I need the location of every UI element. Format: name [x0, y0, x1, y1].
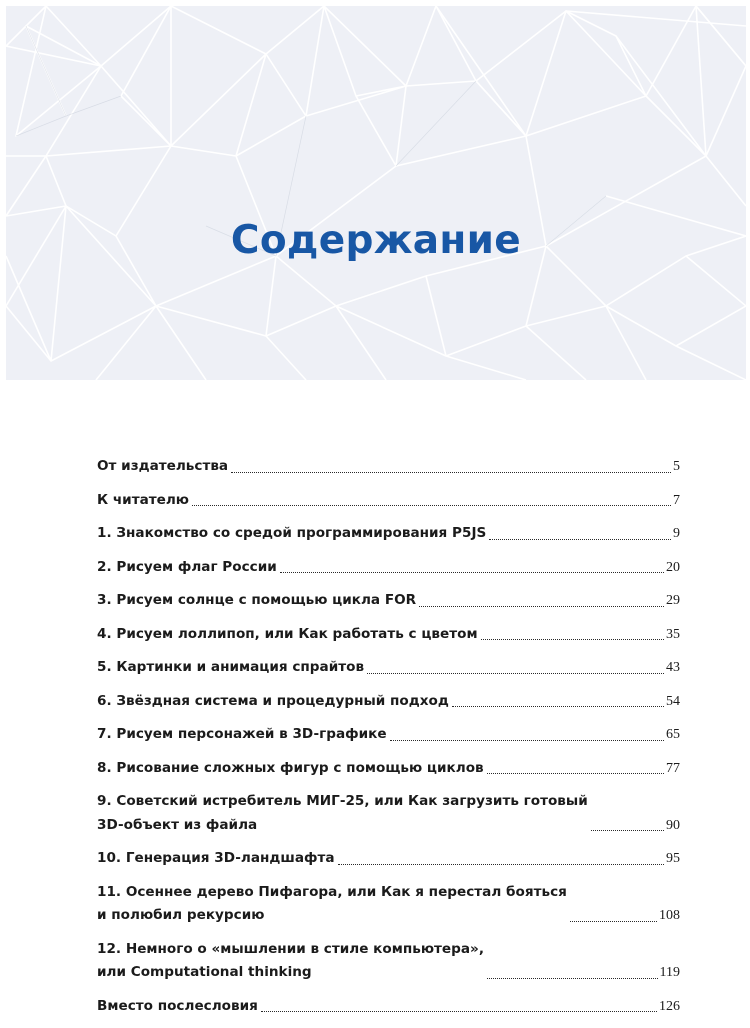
- toc-entry-title-line: 11. Осеннее дерево Пифагора, или Как я перестал бояться: [97, 883, 567, 900]
- toc-entry[interactable]: [97, 455, 680, 479]
- toc-entry-title-line: 12. Немного о «мышлении в стиле компьютера»,: [97, 940, 485, 957]
- toc-entry[interactable]: [97, 589, 680, 613]
- toc-entry-page-number: 108: [659, 908, 680, 923]
- page-title: Содержание: [230, 218, 522, 263]
- toc-entry-title-line: От издательства: [97, 458, 229, 474]
- toc-entry-title: [97, 881, 567, 928]
- toc-entry-page-number: 65: [666, 727, 680, 742]
- toc-entry-title: [97, 455, 228, 479]
- toc-entry[interactable]: [97, 723, 680, 747]
- toc-entry[interactable]: [97, 938, 680, 985]
- toc-entry-title: [97, 623, 478, 647]
- toc-entry-page-number: 119: [659, 965, 680, 980]
- toc-entry-title: [97, 938, 484, 985]
- toc-entry-title-line: 6. Звёздная система и процедурный подход: [97, 692, 449, 709]
- toc-entry-page-number: 35: [666, 626, 680, 642]
- toc-entry-page-number: 43: [666, 660, 680, 675]
- toc-entry-title: [97, 757, 484, 781]
- table-of-contents: [97, 455, 680, 1028]
- toc-entry-page-number: 77: [666, 760, 680, 776]
- toc-entry-title-line: 9. Советский истребитель МИГ-25, или Как загрузить готовый: [97, 793, 588, 809]
- toc-entry-title-line: Вместо послесловия: [97, 997, 258, 1014]
- toc-entry-title-line: или Computational thinking: [97, 964, 312, 980]
- dot-leader: [452, 706, 664, 707]
- toc-entry-title: [97, 995, 258, 1019]
- dot-leader: [481, 639, 664, 640]
- toc-entry-title: [97, 522, 486, 546]
- toc-entry[interactable]: [97, 556, 680, 580]
- toc-entry-title: [97, 723, 387, 747]
- toc-entry-page-number: 54: [666, 693, 680, 709]
- toc-entry-title-line: 1. Знакомство со средой программирования P5JS: [97, 525, 487, 541]
- dot-leader: [487, 978, 658, 979]
- toc-entry-page-number: 95: [666, 851, 680, 866]
- toc-entry-title-line: 8. Рисование сложных фигур с помощью циклов: [97, 759, 484, 776]
- toc-entry-title: [97, 656, 364, 680]
- triangle-mesh-decoration: [6, 6, 746, 380]
- toc-entry-title: [97, 790, 588, 837]
- toc-entry[interactable]: [97, 790, 680, 837]
- toc-entry-title-line: 3D-объект из файла: [97, 816, 258, 833]
- dot-leader: [280, 572, 664, 573]
- toc-entry[interactable]: [97, 690, 680, 714]
- toc-entry-page-number: 9: [673, 526, 680, 541]
- toc-entry[interactable]: [97, 489, 680, 513]
- dot-leader: [487, 773, 664, 774]
- toc-entry[interactable]: [97, 623, 680, 647]
- toc-entry-page-number: 7: [673, 492, 680, 508]
- dot-leader: [390, 740, 664, 741]
- toc-entry-title-line: и полюбил рекурсию: [97, 907, 265, 923]
- toc-entry[interactable]: [97, 522, 680, 546]
- toc-entry-page-number: 126: [659, 998, 680, 1014]
- toc-entry-title: [97, 589, 416, 613]
- toc-entry-title-line: 4. Рисуем лоллипоп, или Как работать с цветом: [97, 625, 478, 642]
- dot-leader: [338, 864, 664, 865]
- dot-leader: [367, 673, 664, 674]
- toc-entry-title: [97, 690, 449, 714]
- toc-entry-page-number: 29: [666, 593, 680, 608]
- dot-leader: [489, 539, 671, 540]
- toc-entry-title: [97, 847, 335, 871]
- toc-entry-title: [97, 489, 189, 513]
- dot-leader: [261, 1011, 657, 1012]
- toc-entry[interactable]: [97, 881, 680, 928]
- toc-entry-page-number: 20: [666, 559, 680, 575]
- toc-entry[interactable]: [97, 656, 680, 680]
- dot-leader: [419, 606, 664, 607]
- toc-entry-title-line: 3. Рисуем солнце с помощью цикла FOR: [97, 592, 417, 608]
- toc-entry-title: [97, 556, 277, 580]
- dot-leader: [570, 921, 657, 922]
- toc-entry-page-number: 5: [673, 459, 680, 474]
- toc-entry-page-number: 90: [666, 817, 680, 833]
- toc-entry-title-line: 2. Рисуем флаг России: [97, 558, 277, 575]
- toc-entry[interactable]: [97, 757, 680, 781]
- toc-entry[interactable]: [97, 847, 680, 871]
- toc-entry-title-line: 10. Генерация 3D-ландшафта: [97, 850, 335, 866]
- toc-entry-title-line: 5. Картинки и анимация спрайтов: [97, 659, 365, 675]
- toc-entry[interactable]: [97, 995, 680, 1019]
- header-banner: [6, 6, 746, 380]
- dot-leader: [192, 505, 671, 506]
- toc-entry-title-line: 7. Рисуем персонажей в 3D-графике: [97, 726, 387, 742]
- dot-leader: [231, 472, 671, 473]
- dot-leader: [591, 830, 664, 831]
- toc-entry-title-line: К читателю: [97, 491, 190, 508]
